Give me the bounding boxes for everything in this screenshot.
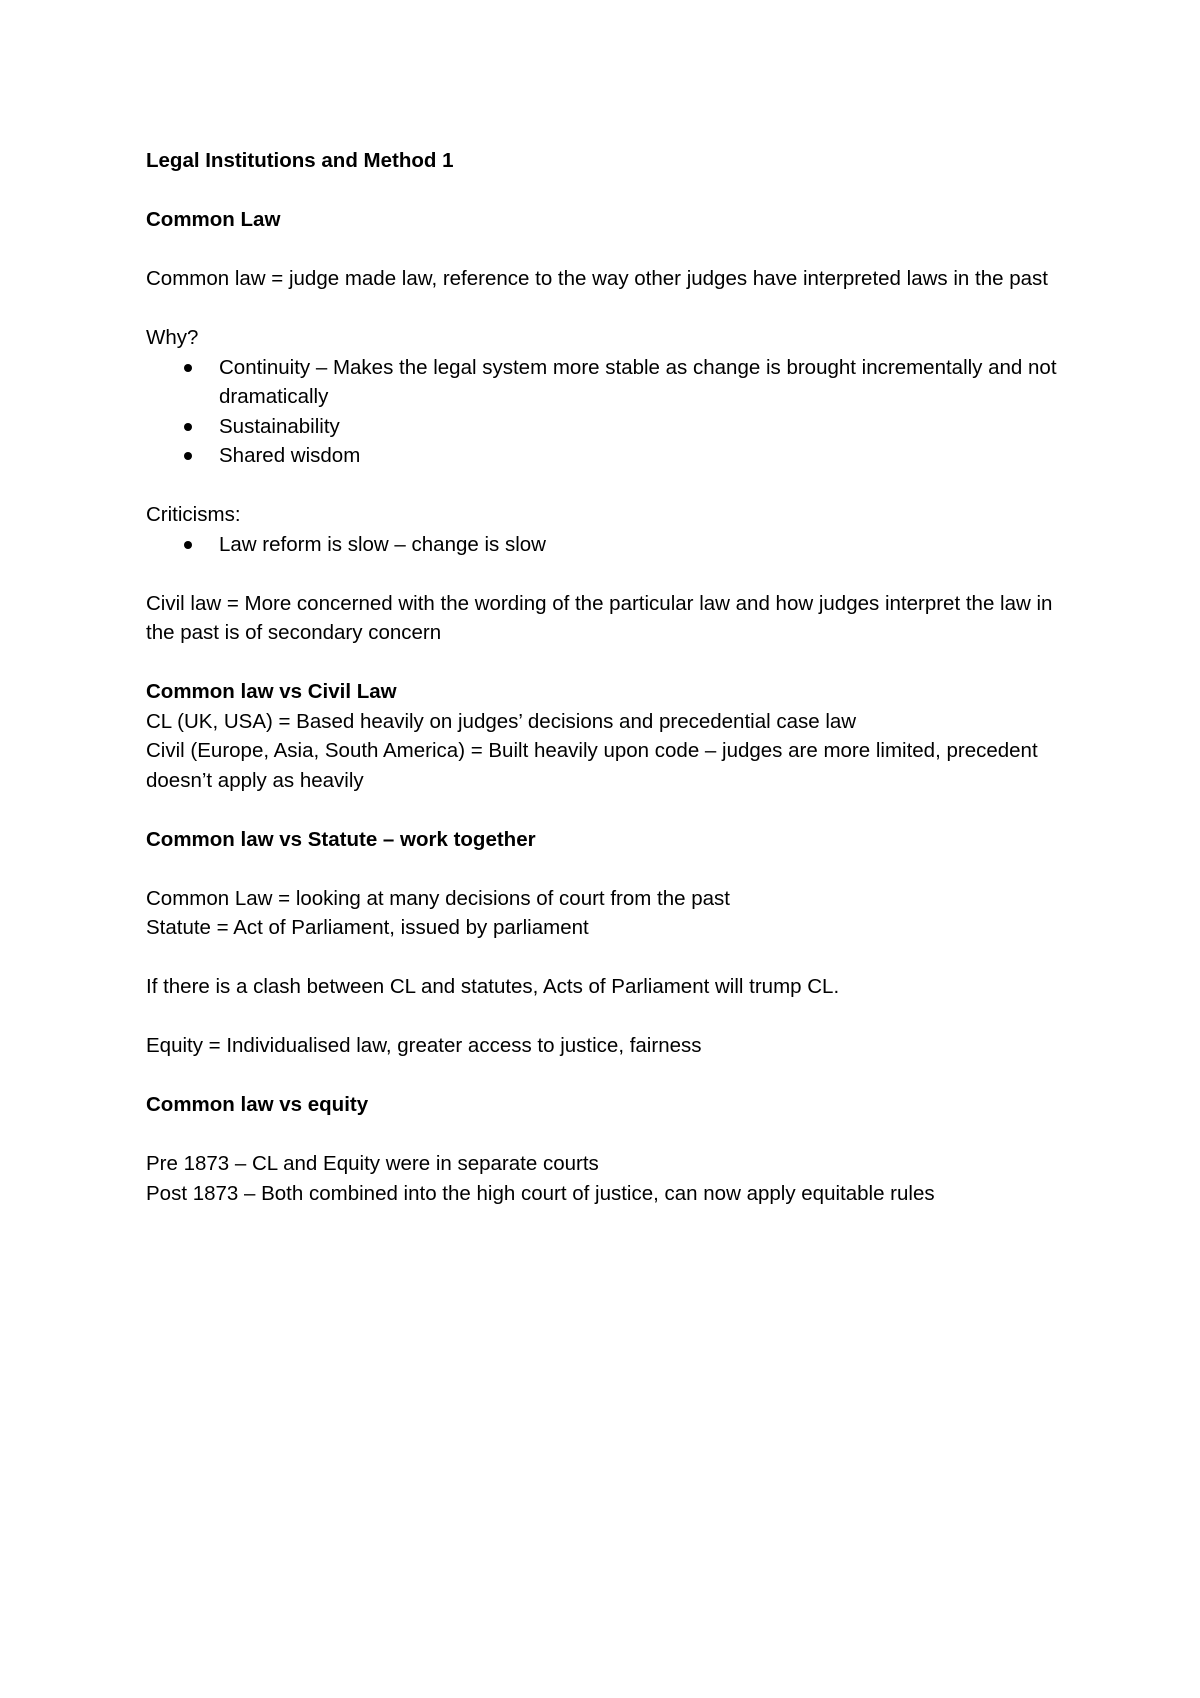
list-item: [146, 530, 1066, 560]
section-heading-common-law: Common Law: [146, 208, 281, 231]
list-item: [146, 353, 1066, 412]
criticisms-list: [146, 530, 1066, 560]
why-list: [146, 353, 1066, 471]
section-heading-cl-vs-equity: Common law vs equity: [146, 1093, 369, 1116]
list-item-text: Shared wisdom: [219, 444, 361, 467]
equity-definition: Equity = Individualised law, greater access to justice, fairness: [146, 1034, 702, 1057]
list-item-text: Law reform is slow – change is slow: [219, 532, 546, 556]
list-item: [146, 441, 1066, 471]
list-item: [146, 412, 1066, 442]
bullet-icon: [184, 364, 192, 372]
criticisms-label: Criticisms:: [146, 503, 241, 526]
document-title: Legal Institutions and Method 1: [146, 149, 454, 172]
list-item-text: Continuity – Makes the legal system more stable as change is brought incrementally and not dramatically: [219, 355, 1057, 408]
section-heading-cl-vs-statute: Common law vs Statute – work together: [146, 827, 536, 851]
statute-line: Statute = Act of Parliament, issued by parliament: [146, 916, 589, 939]
document-body: [146, 146, 1066, 1208]
why-label: Why?: [146, 326, 199, 349]
list-item-text: Sustainability: [219, 414, 340, 438]
common-law-line: Common Law = looking at many decisions of court from the past: [146, 886, 730, 910]
civil-countries-line: Civil (Europe, Asia, South America) = Built heavily upon code – judges are more limited, precedent doesn’t apply as heavily: [146, 739, 1038, 792]
common-law-definition: Common law = judge made law, reference to the way other judges have interpreted laws in the past: [146, 267, 1048, 290]
bullet-icon: [184, 423, 192, 431]
pre-1873-line: Pre 1873 – CL and Equity were in separate courts: [146, 1152, 599, 1175]
section-heading-cl-vs-civil: Common law vs Civil Law: [146, 680, 397, 703]
post-1873-line: Post 1873 – Both combined into the high court of justice, can now apply equitable rules: [146, 1181, 935, 1205]
civil-law-definition: Civil law = More concerned with the wording of the particular law and how judges interpret the law in the past is of secondary concern: [146, 591, 1053, 644]
bullet-icon: [184, 452, 192, 460]
cl-countries-line: CL (UK, USA) = Based heavily on judges’ decisions and precedential case law: [146, 709, 857, 733]
clash-line: If there is a clash between CL and statutes, Acts of Parliament will trump CL.: [146, 975, 840, 998]
bullet-icon: [184, 541, 192, 549]
